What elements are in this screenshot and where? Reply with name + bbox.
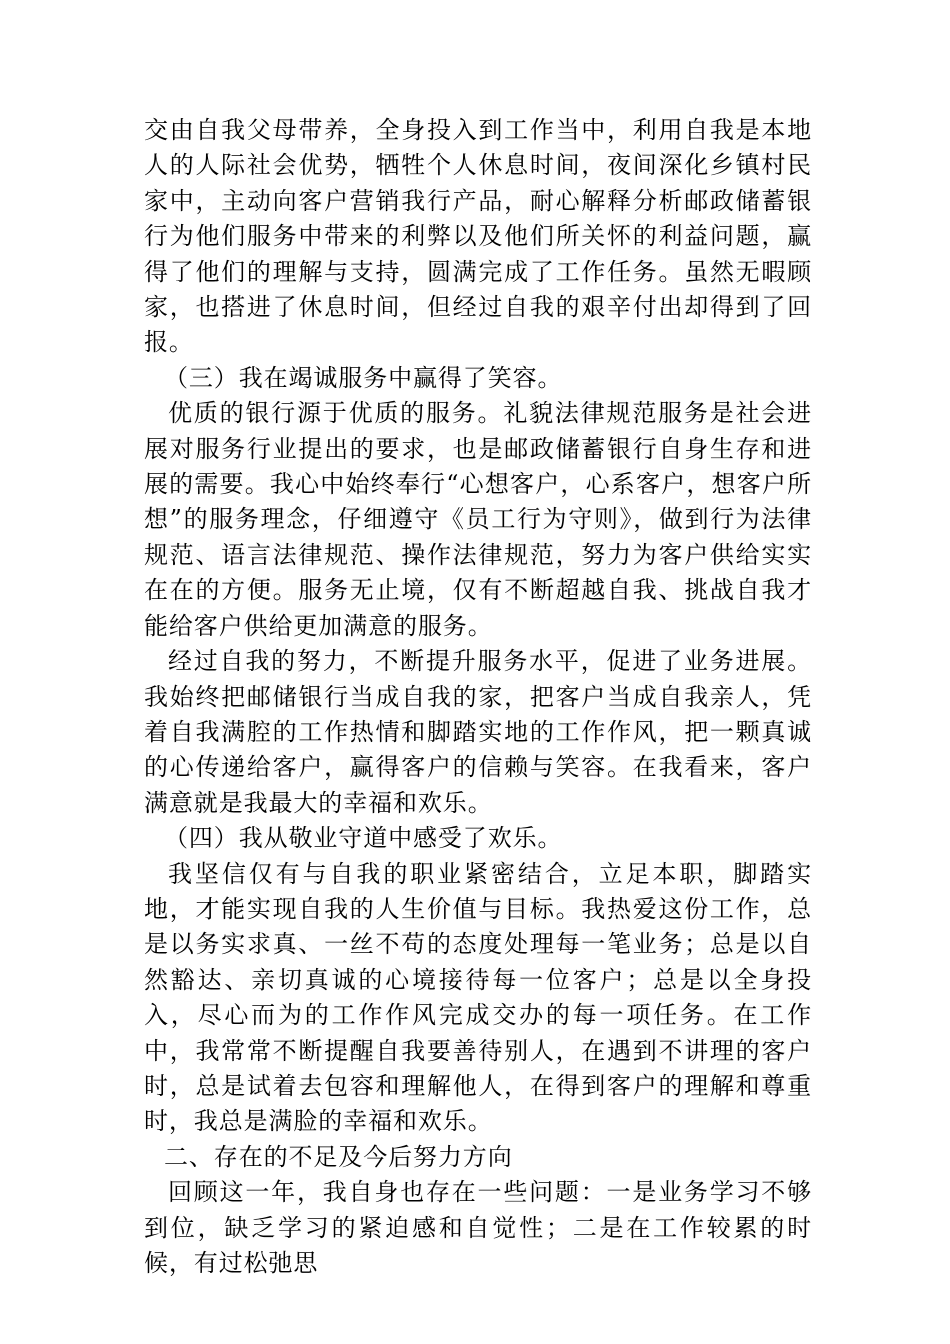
paragraph-continuation: 交由自我父母带养，全身投入到工作当中，利用自我是本地人的人际社会优势，牺牲个人休息时间，夜间深化乡镇村民家中，主动向客户营销我行产品，耐心解释分析邮政储蓄银行为他们服务中带来的利弊以及他们所关怀的利益问题，赢得了他们的理解与支持，圆满完成了工作任务。虽然无暇顾家，也搭进了休息时间，但经过自我的艰辛付出却得到了回报。 bbox=[144, 116, 812, 357]
section-heading-three: （三）我在竭诚服务中赢得了笑容。 bbox=[164, 363, 563, 392]
paragraph-dedication: 我坚信仅有与自我的职业紧密结合，立足本职，脚踏实地，才能实现自我的人生价值与目标。我热爱这份工作，总是以务实求真、一丝不苟的态度处理每一笔业务；总是以自然豁达、亲切真诚的心境接待每一位客户；总是以全身投入，尽心而为的工作作风完成交办的每一项任务。在工作中，我常常不断提醒自我要善待别人，在遇到不讲理的客户时，总是试着去包容和理解他人，在得到客户的理解和尊重时，我总是满脸的幸福和欢乐。 bbox=[144, 859, 812, 1136]
section-heading-four: （四）我从敬业守道中感受了欢乐。 bbox=[164, 824, 563, 853]
document-body bbox=[144, 113, 812, 1281]
paragraph-service-improvement: 经过自我的努力，不断提升服务水平，促进了业务进展。我始终把邮储银行当成自我的家，把客户当成自我亲人，凭着自我满腔的工作热情和脚踏实地的工作作风，把一颗真诚的心传递给客户，赢得客户的信赖与笑容。在我看来，客户满意就是我最大的幸福和欢乐。 bbox=[144, 647, 812, 817]
section-heading-shortcomings: 二、存在的不足及今后努力方向 bbox=[164, 1142, 513, 1171]
paragraph-service-quality: 优质的银行源于优质的服务。礼貌法律规范服务是社会进展对服务行业提出的要求，也是邮政储蓄银行自身生存和进展的需要。我心中始终奉行“心想客户，心系客户，想客户所想”的服务理念，仔细遵守《员工行为守则》，做到行为法律规范、语言法律规范、操作法律规范，努力为客户供给实实在在的方便。服务无止境，仅有不断超越自我、挑战自我才能给客户供给更加满意的服务。 bbox=[144, 399, 812, 640]
paragraph-review: 回顾这一年，我自身也存在一些问题：一是业务学习不够到位，缺乏学习的紧迫感和自觉性；二是在工作较累的时候，有过松弛思 bbox=[144, 1178, 812, 1277]
